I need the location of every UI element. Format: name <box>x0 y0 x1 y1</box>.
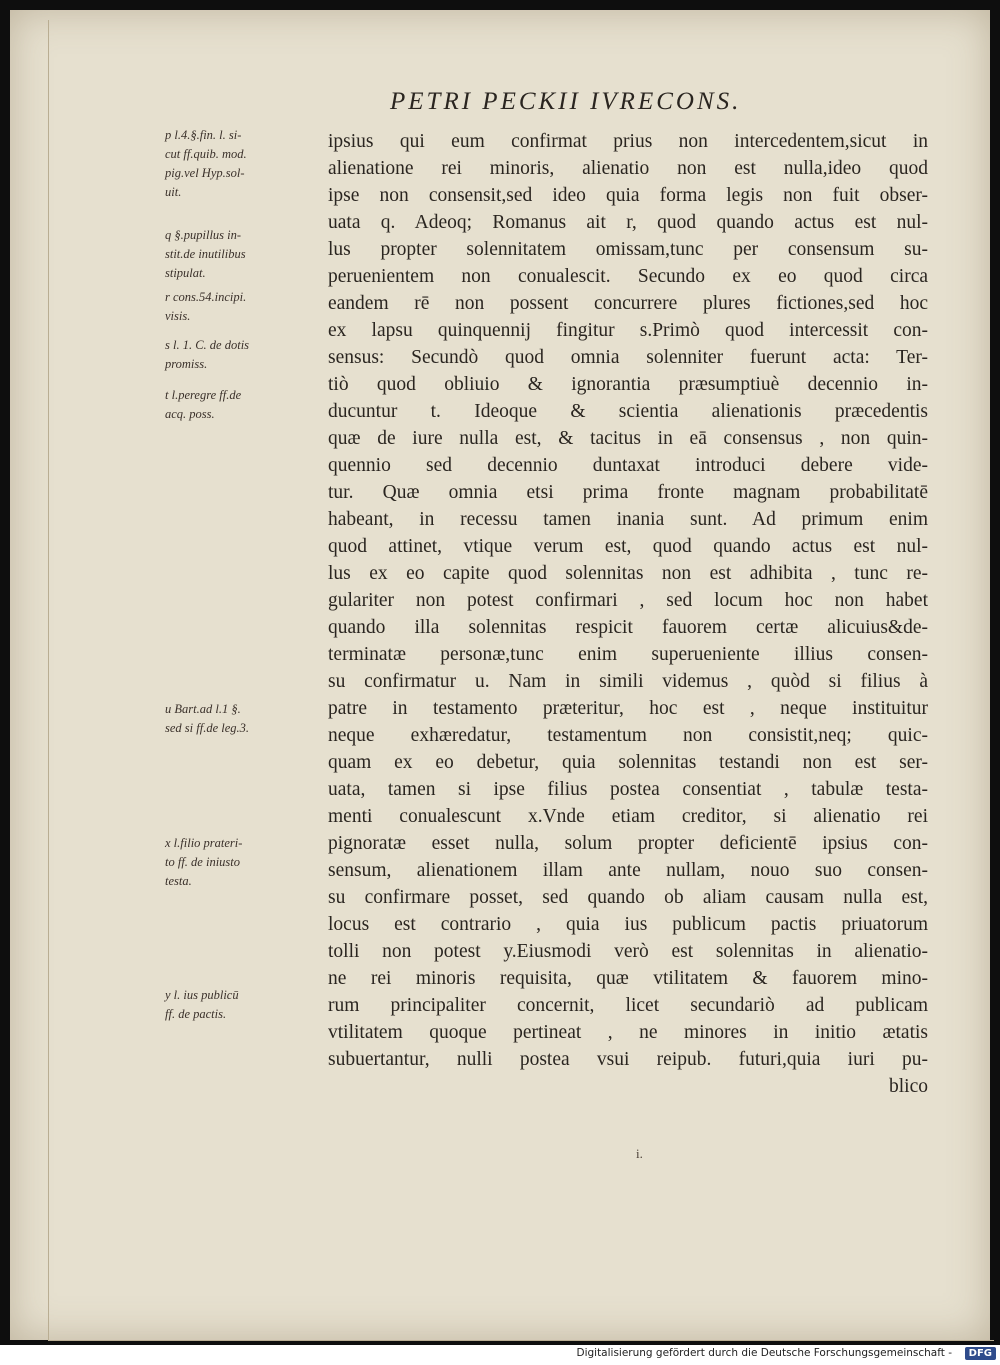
margin-note-r: r cons.54.incipi. visis. <box>165 290 247 323</box>
text-line: quennio sed decennio duntaxat introduci debere vide- <box>328 455 928 476</box>
margin-note-x: x l.filio prateri- to ff. de iniusto testa. <box>165 836 243 888</box>
text-line: quam ex eo debetur, quia solennitas testandi non est ser- <box>328 752 928 773</box>
funding-credit: Digitalisierung gefördert durch die Deutsche Forschungsgemeinschaft - <box>576 1347 952 1359</box>
text-line: gulariter non potest confirmari , sed locum hoc non habet <box>328 590 928 611</box>
text-line: lus propter solennitatem omissam,tunc per consensum su- <box>328 239 928 260</box>
footer <box>0 1345 1000 1365</box>
text-line: tolli non potest y.Eiusmodi verò est solennitas in alienatio- <box>328 941 928 962</box>
text-line: ex lapsu quinquennij fingitur s.Primò quod intercessit con- <box>328 320 928 341</box>
text-line: uata q. Adeoq; Romanus ait r, quod quando actus est nul- <box>328 212 928 233</box>
margin-note-u: u Bart.ad l.1 §. sed si ff.de leg.3. <box>165 702 250 735</box>
text-line: quod attinet, vtique verum est, quod quando actus est nul- <box>328 536 928 557</box>
text-line: tur. Quæ omnia etsi prima fronte magnam probabilitatē <box>328 482 928 503</box>
text-line: eandem rē non possent concurrere plures fictiones,sed hoc <box>328 293 928 314</box>
catchword: blico <box>889 1076 928 1097</box>
text-line: terminatæ personæ,tunc enim superueniente illius consen- <box>328 644 928 665</box>
body-text <box>328 128 928 1100</box>
text-line: locus est contrario , quia ius publicum pactis priuatorum <box>328 914 928 935</box>
text-line: habeant, in recessu tamen inania sunt. Ad primum enim <box>328 509 928 530</box>
text-line: sensus: Secundò quod omnia solenniter fuerunt acta: Ter- <box>328 347 928 368</box>
text-line: quando illa solennitas respicit fauorem certæ alicuius&de- <box>328 617 928 638</box>
margin-note-s: s l. 1. C. de dotis promiss. <box>165 338 250 371</box>
text-line: ipsius qui eum confirmat prius non intercedentem,sicut in <box>328 131 928 152</box>
text-line: sensum, alienationem illam ante nullam, nouo suo consen- <box>328 860 928 881</box>
text-line: pignoratæ esset nulla, solum propter deficientē ipsius con- <box>328 833 928 854</box>
margin-note-q: q §.pupillus in- stit.de inutilibus stipulat. <box>165 228 246 280</box>
text-line: ipse non consensit,sed ideo quia forma legis non fuit obser- <box>328 185 928 206</box>
text-line: vtilitatem quoque pertineat , ne minores in initio ætatis <box>328 1022 928 1043</box>
running-head: PETRI PECKII IVRECONS. <box>390 88 742 115</box>
text-line: peruenientem non conualescit. Secundo ex eo quod circa <box>328 266 928 287</box>
signature-mark: i. <box>636 1146 643 1161</box>
margin-note-p: p l.4.§.fin. l. si- cut ff.quib. mod. pig.vel Hyp.sol- uit. <box>165 128 247 199</box>
text-line: quæ de iure nulla est, & tacitus in eā consensus , non quin- <box>328 428 928 449</box>
text-line: tiò quod obliuio & ignorantia præsumptiuè decennio in- <box>328 374 928 395</box>
margin-note-t: t l.peregre ff.de acq. poss. <box>165 388 242 421</box>
dfg-logo: DFG <box>965 1347 996 1360</box>
text-line: rum principaliter concernit, licet secundariò ad publicam <box>328 995 928 1016</box>
margin-note-y: y l. ius publicū ff. de pactis. <box>165 988 239 1021</box>
text-line: patre in testamento præteritur, hoc est , neque instituitur <box>328 698 928 719</box>
text-line: menti conualescunt x.Vnde etiam creditor, si alienatio rei <box>328 806 928 827</box>
text-line: alienatione rei minoris, alienatio non est nulla,ideo quod <box>328 158 928 179</box>
text-line: subuertantur, nulli postea vsui reipub. futuri,quia iuri pu- <box>328 1049 928 1070</box>
text-line: ne rei minoris requisita, quæ vtilitatem & fauorem mino- <box>328 968 928 989</box>
text-line: su confirmatur u. Nam in simili videmus , quòd si filius à <box>328 671 928 692</box>
text-line: su confirmare posset, sed quando ob aliam causam nulla est, <box>328 887 928 908</box>
text-line: uata, tamen si ipse filius postea consentiat , tabulæ testa- <box>328 779 928 800</box>
text-line: neque exhæredatur, testamentum non consistit,neq; quic- <box>328 725 928 746</box>
text-line: lus ex eo capite quod solennitas non est adhibita , tunc re- <box>328 563 928 584</box>
text-line: ducuntur t. Ideoque & scientia alienationis præcedentis <box>328 401 928 422</box>
